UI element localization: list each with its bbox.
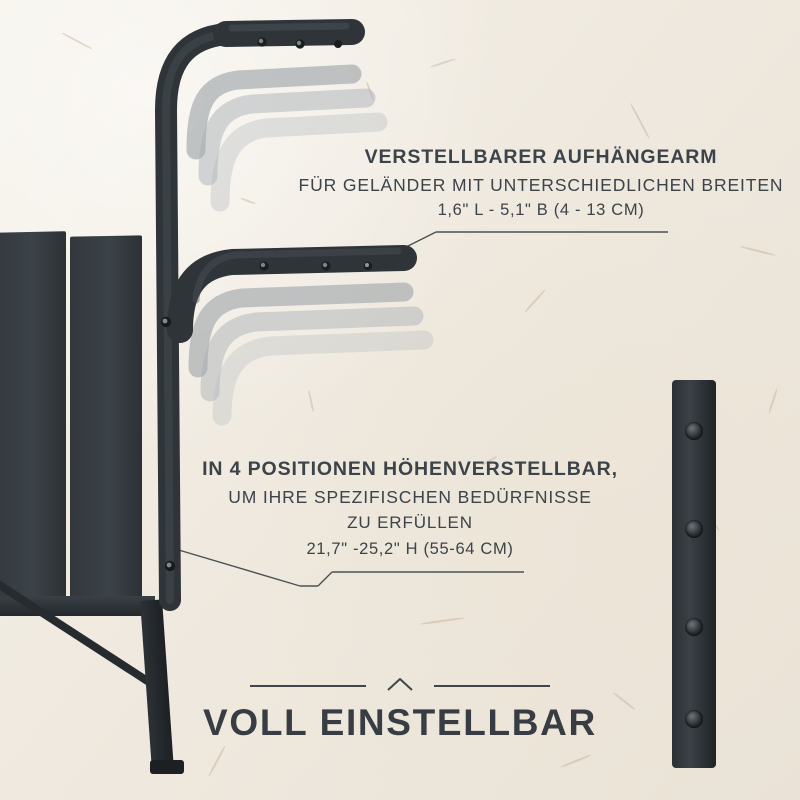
callout-adjustable-arm [288,146,794,220]
callout-detail: FÜR GELÄNDER MIT UNTERSCHIEDLICHEN BREITEN [298,175,784,195]
callout-detail-line-2: ZU ERFÜLLEN [347,513,473,532]
callout-dimension: 21,7" -25,2" H (55-64 CM) [306,540,514,558]
hanger-arm-top [226,26,352,49]
callout-detail-line-1: UM IHRE SPEZIFISCHEN BEDÜRFNISSE [228,487,592,507]
callout-heading: VERSTELLBARER AUFHÄNGEARM [364,146,718,168]
callout-dimension: 1,6" L - 5,1" B (4 - 13 CM) [437,201,645,219]
callout-heading: IN 4 POSITIONEN HÖHENVERSTELLBAR, [202,458,618,480]
footer-banner [0,678,800,744]
callout-height-adjustable [200,458,620,559]
bracket-hole [685,520,703,538]
chevron-up-icon [387,678,413,691]
bracket-hole [685,422,703,440]
divider-rule [250,678,550,692]
footer-title: VOLL EINSTELLBAR [203,702,597,743]
hanger-arm-ghost-group-lower [198,292,424,416]
bracket-hole [685,618,703,636]
